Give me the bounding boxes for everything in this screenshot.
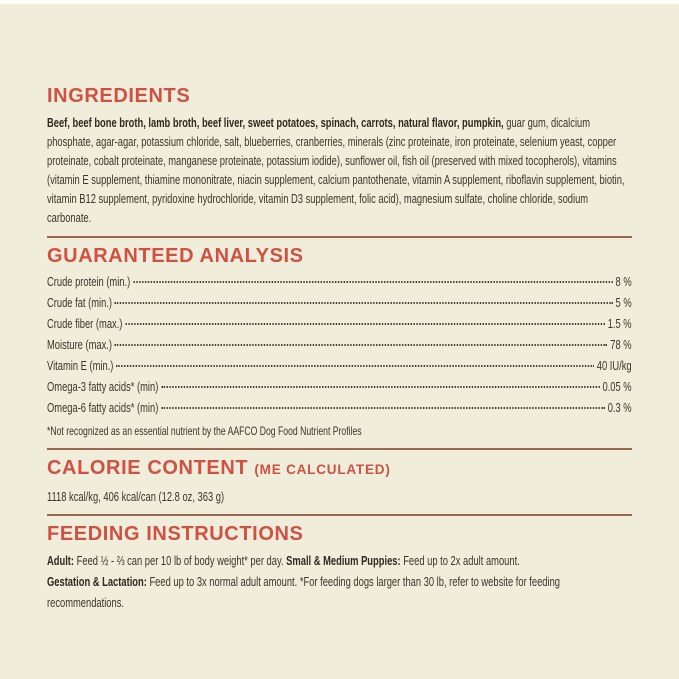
- dot-leader: [125, 323, 605, 325]
- analysis-label: Crude fat (min.): [47, 295, 113, 310]
- dot-leader: [116, 365, 594, 367]
- ingredients-secondary-text: guar gum, dicalcium phosphate, agar-agar, potassium chloride, salt, blueberries, cranberries, minerals (zinc proteinate, iron proteinate, selenium yeast, copper proteinate, cobalt proteinate, manganese proteinate, potassium iodide), sunflower oil, fish oil (preserved with mixed tocopherols), vitamins (vitamin E supplement, thiamine mononitrate, niacin supplement, calcium pantothenate, vitamin A supplement, riboflavin supplement, biotin, vitamin B12 supplement, pyridoxine hydrochloride, vitamin D3 supplement, folic acid), magnesium sulfate, choline chloride, sodium carbonate.: [47, 115, 625, 225]
- analysis-row-crude-fiber: [47, 313, 632, 334]
- feeding-gestation-line: [47, 571, 632, 613]
- analysis-value: 5 %: [615, 295, 632, 310]
- analysis-value: 0.05 %: [602, 379, 632, 394]
- feeding-adult-puppies-line: [47, 550, 632, 571]
- analysis-label: Omega-6 fatty acids* (min): [47, 400, 159, 415]
- analysis-row-crude-fat: [47, 292, 632, 313]
- analysis-row-omega-3: [47, 376, 632, 397]
- ingredients-heading: INGREDIENTS: [47, 85, 191, 107]
- ingredients-primary-text: Beef, beef bone broth, lamb broth, beef liver, sweet potatoes, spinach, carrots, natural flavor, pumpkin,: [47, 115, 504, 130]
- guaranteed-analysis-heading: GUARANTEED ANALYSIS: [47, 245, 304, 267]
- calorie-content-heading: [47, 458, 632, 480]
- section-divider: [47, 236, 632, 238]
- analysis-value: 0.3 %: [607, 400, 632, 415]
- dot-leader: [161, 386, 599, 388]
- analysis-row-crude-protein: [47, 271, 632, 292]
- dot-leader: [161, 407, 605, 409]
- ingredients-section: [47, 86, 632, 227]
- analysis-value: 78 %: [610, 337, 632, 352]
- feeding-instructions-heading: FEEDING INSTRUCTIONS: [47, 523, 304, 545]
- analysis-label: Crude protein (min.): [47, 274, 131, 289]
- calorie-content-section: [47, 458, 632, 505]
- section-divider: [47, 514, 632, 516]
- analysis-row-omega-6: [47, 397, 632, 418]
- puppies-label: Small & Medium Puppies:: [286, 553, 401, 568]
- calorie-values-text: 1118 kcal/kg, 406 kcal/can (12.8 oz, 363 g): [47, 489, 225, 504]
- aafco-footnote: *Not recognized as an essential nutrient by the AAFCO Dog Food Nutrient Profiles: [47, 424, 362, 438]
- gestation-text: Feed up to 3x normal adult amount. *For feeding dogs larger than 30 lb, refer to website for feeding recommendations.: [47, 574, 560, 610]
- analysis-row-vitamin-e: [47, 355, 632, 376]
- analysis-label: Moisture (max.): [47, 337, 113, 352]
- calorie-heading-main: CALORIE CONTENT: [47, 457, 249, 479]
- analysis-label: Crude fiber (max.): [47, 316, 123, 331]
- analysis-label: Vitamin E (min.): [47, 358, 114, 373]
- adult-label: Adult:: [47, 553, 75, 568]
- dot-leader: [115, 344, 608, 346]
- analysis-row-moisture: [47, 334, 632, 355]
- analysis-table: [47, 271, 632, 418]
- label-content: [0, 4, 679, 613]
- puppies-text: Feed up to 2x adult amount.: [403, 553, 520, 568]
- calorie-heading-suffix: (ME CALCULATED): [254, 462, 391, 477]
- analysis-label: Omega-3 fatty acids* (min): [47, 379, 159, 394]
- feeding-instructions-section: [47, 524, 632, 613]
- dot-leader: [133, 281, 613, 283]
- gestation-label: Gestation & Lactation:: [47, 574, 147, 589]
- adult-text: Feed ½ - ⅔ can per 10 lb of body weight* per day.: [76, 553, 284, 568]
- dot-leader: [115, 302, 613, 304]
- guaranteed-analysis-section: [47, 246, 632, 439]
- analysis-value: 40 IU/kg: [596, 358, 632, 373]
- section-divider: [47, 448, 632, 450]
- feeding-instructions-text: [47, 550, 632, 613]
- analysis-value: 8 %: [615, 274, 632, 289]
- analysis-value: 1.5 %: [607, 316, 632, 331]
- ingredients-text: [47, 113, 632, 227]
